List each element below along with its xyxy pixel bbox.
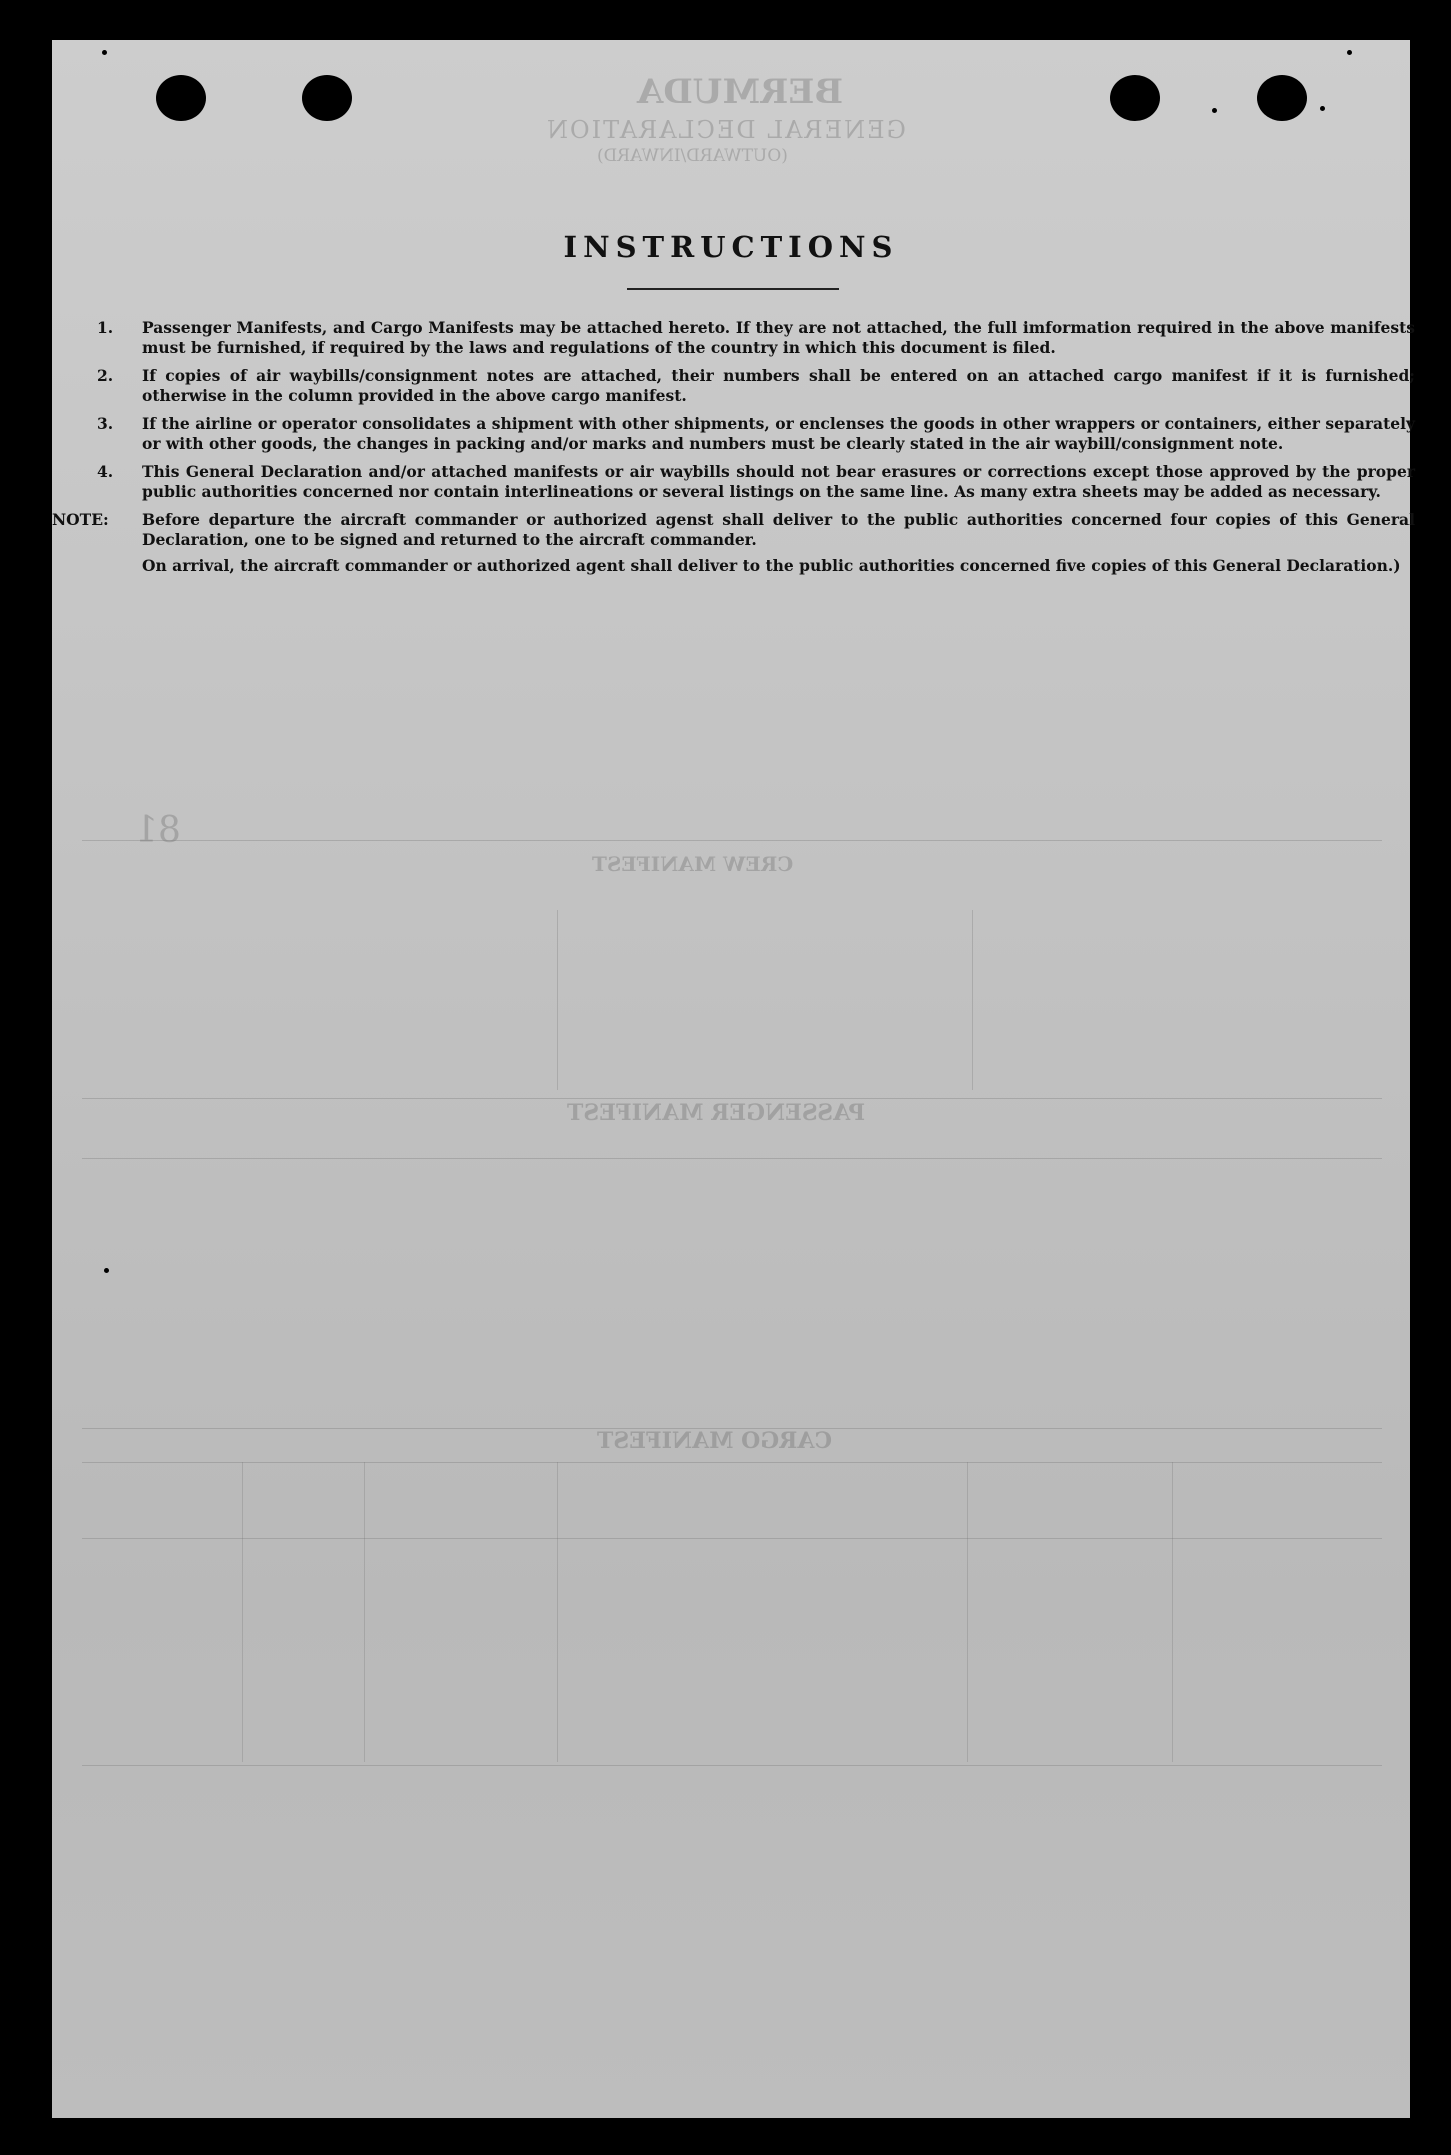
speck [1320,106,1325,111]
ghost-rule [82,840,1382,841]
ghost-column [242,1462,243,1762]
speck [104,1268,109,1273]
ghost-heading: CARGO MANIFEST [597,1428,832,1454]
punch-hole [1110,75,1160,121]
item-number: 4. [97,462,114,481]
instructions-list [52,318,1415,582]
title-underline [627,288,839,290]
ghost-rule [82,1098,1382,1099]
ghost-rule [82,1765,1382,1766]
instruction-item [97,318,1415,358]
ghost-column [972,910,973,1090]
item-number: 3. [97,414,114,433]
ghost-rule [82,1462,1382,1463]
ghost-heading: CREW MANIFEST [592,852,794,876]
instruction-item [97,414,1415,454]
note-paragraph: On arrival, the aircraft commander or authorized agent shall deliver to the public authorities concerned five copies of this General Declaration.) [142,556,1401,575]
ghost-header: (OUTWARD/INWARD) [597,146,788,166]
item-text: If the airline or operator consolidates a shipment with other shipments, or enclenses the goods in other wrappers or containers, either separately or with other goods, the changes in packing and/or marks and numbers must be clearly stated in the air waybill/consignment note. [142,414,1415,453]
ghost-column [967,1462,968,1762]
ghost-number: 81 [135,810,181,851]
ghost-column [1172,1462,1173,1762]
ghost-column [557,1462,558,1762]
ghost-header: GENERAL DECLARATION [545,116,906,144]
punch-hole [156,75,206,121]
document-page [52,40,1415,2118]
speck [1347,50,1352,55]
note-paragraph: Before departure the aircraft commander or authorized agenst shall deliver to the public authorities concerned four copies of this General Declaration, one to be signed and returned to the aircraft commander. [142,510,1415,549]
ghost-column [557,910,558,1090]
item-number: 2. [97,366,114,385]
item-number: 1. [97,318,114,337]
item-text: Passenger Manifests, and Cargo Manifests may be attached hereto. If they are not attached, the full imformation required in the above manifests must be furnished, if required by the laws and regulations of the country in which this document is filed. [142,318,1415,357]
ghost-heading: PASSENGER MANIFEST [567,1100,866,1126]
ghost-column [364,1462,365,1762]
punch-hole [302,75,352,121]
instruction-item [97,462,1415,502]
ghost-rule [82,1428,1382,1429]
instruction-item [97,366,1415,406]
note-block [52,510,1415,576]
item-text: If copies of air waybills/consignment notes are attached, their numbers shall be entered on an attached cargo manifest if it is furnished; otherwise in the column provided in the above cargo manifest. [142,366,1415,405]
ghost-rule [82,1538,1382,1539]
item-text: This General Declaration and/or attached manifests or air waybills should not bear erasures or corrections except those approved by the proper public authorities concerned nor contain interlineations or several listings on the same line. As many extra sheets may be added as necessary. [142,462,1415,501]
ghost-rule [82,1158,1382,1159]
page-title: INSTRUCTIONS [563,230,899,264]
speck [1212,108,1217,113]
speck [102,50,107,55]
punch-hole [1257,75,1307,121]
ghost-header: BERMUDA [637,72,844,112]
note-label: NOTE: [52,510,109,529]
